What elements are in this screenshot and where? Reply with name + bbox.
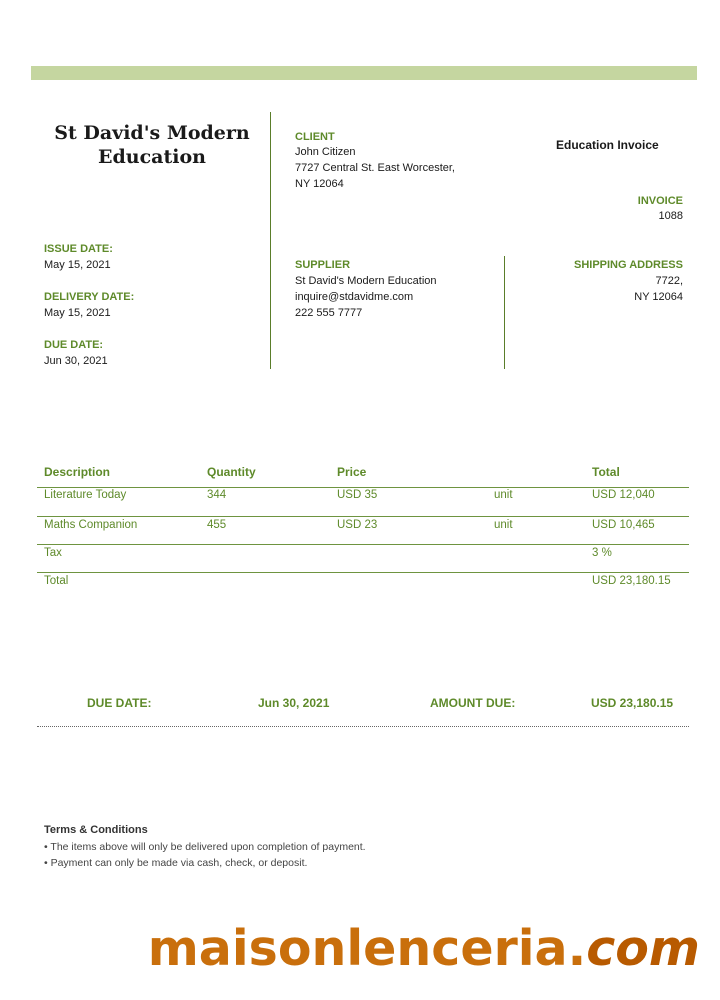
row1-price: USD 35	[337, 489, 378, 501]
supplier-email: inquire@stdavidme.com	[295, 291, 414, 303]
terms-line: • The items above will only be delivered upon completion of payment.	[44, 841, 366, 853]
terms-title: Terms & Conditions	[44, 824, 148, 836]
shipping-label: SHIPPING ADDRESS	[573, 259, 683, 271]
watermark-main: maisonlenceria.	[147, 920, 587, 977]
delivery-date-value: May 15, 2021	[44, 307, 111, 319]
client-label: CLIENT	[295, 131, 335, 143]
delivery-date-label: DELIVERY DATE:	[44, 291, 135, 303]
client-address-line2: NY 12064	[295, 178, 344, 190]
header-accent-bar	[31, 66, 697, 80]
row2-total: USD 10,465	[592, 519, 655, 531]
total-label: Total	[44, 575, 69, 587]
row1-quantity: 344	[207, 489, 227, 501]
summary-amount-label: AMOUNT DUE:	[430, 696, 516, 710]
summary-amount-value: USD 23,180.15	[591, 696, 674, 710]
table-row-rule	[37, 516, 689, 517]
row2-description: Maths Companion	[44, 519, 138, 531]
company-name: St David's Modern Education	[54, 122, 250, 168]
terms-line: • Payment can only be made via cash, check, or deposit.	[44, 857, 308, 869]
row2-price: USD 23	[337, 519, 378, 531]
row1-total: USD 12,040	[592, 489, 655, 501]
invoice-number: 1088	[658, 210, 683, 222]
tax-value: 3 %	[592, 547, 612, 559]
col-header-price: Price	[337, 465, 367, 479]
due-date-label: DUE DATE:	[44, 339, 104, 351]
row1-unit: unit	[494, 489, 513, 501]
supplier-phone: 222 555 7777	[295, 307, 363, 319]
row2-unit: unit	[494, 519, 513, 531]
divider-right	[504, 256, 505, 369]
table-row-rule	[37, 572, 689, 573]
client-name: John Citizen	[295, 146, 356, 158]
table-header-rule	[37, 487, 689, 488]
issue-date-label: ISSUE DATE:	[44, 243, 113, 255]
shipping-line2: NY 12064	[634, 291, 683, 303]
tax-label: Tax	[44, 547, 62, 559]
row2-quantity: 455	[207, 519, 227, 531]
summary-dotted-rule	[37, 726, 689, 727]
due-date-value: Jun 30, 2021	[44, 355, 108, 367]
col-header-quantity: Quantity	[207, 465, 256, 479]
summary-due-value: Jun 30, 2021	[258, 696, 330, 710]
supplier-name: St David's Modern Education	[295, 275, 437, 287]
client-address-line1: 7727 Central St. East Worcester,	[295, 162, 455, 174]
watermark-tld: com	[586, 920, 700, 977]
issue-date-value: May 15, 2021	[44, 259, 111, 271]
col-header-description: Description	[44, 465, 111, 479]
shipping-line1: 7722,	[655, 275, 683, 287]
document-title: Education Invoice	[556, 138, 659, 152]
supplier-label: SUPPLIER	[295, 259, 351, 271]
invoice-label: INVOICE	[637, 195, 683, 207]
divider-left	[270, 112, 271, 369]
row1-description: Literature Today	[44, 489, 127, 501]
summary-due-label: DUE DATE:	[87, 696, 152, 710]
table-row-rule	[37, 544, 689, 545]
total-value: USD 23,180.15	[592, 575, 671, 587]
watermark-logo	[148, 920, 700, 977]
col-header-total: Total	[592, 465, 620, 479]
